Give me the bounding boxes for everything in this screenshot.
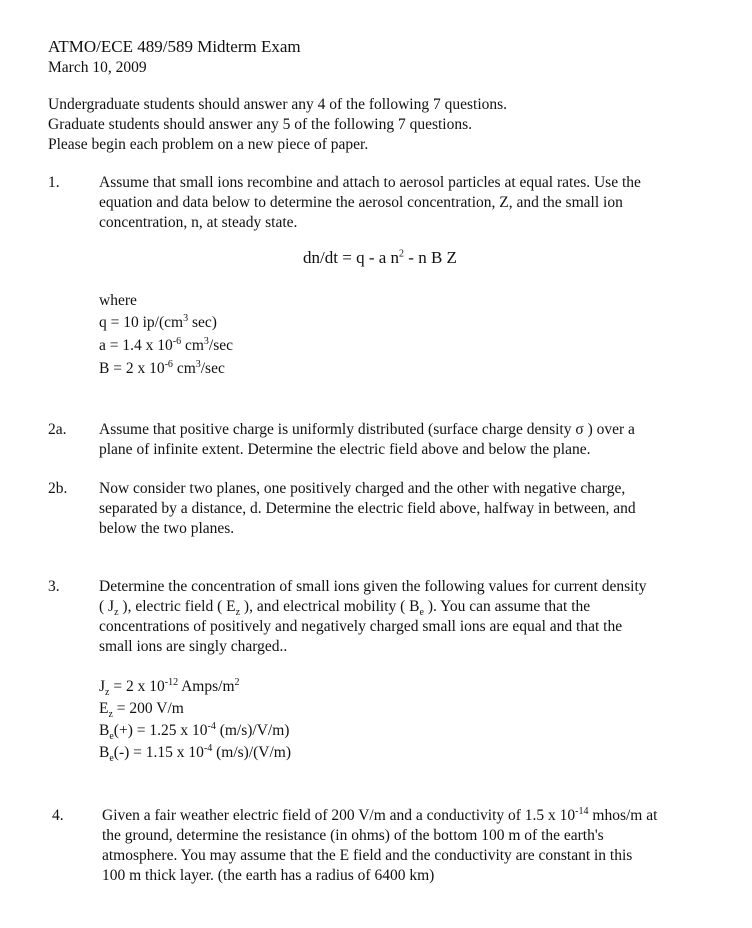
question-line: Given a fair weather electric field of 200 V/m and a conductivity of 1.5 x $10^{-14}$ mhos/m at [102,805,658,824]
question-2a-text [99,420,709,460]
question-line: equation and data below to determine the aerosol concentration, Z, and the small ion [99,194,623,211]
question-4-text [102,806,722,886]
question-line: Assume that small ions recombine and attach to aerosol particles at equal rates. Use the [99,174,641,191]
question-line: 100 m thick layer. (the earth has a radius of 6400 km) [102,867,435,884]
variable-jz: $J_z = 2$ x $10^{-12}$ Amps/$m^2$ [99,676,240,699]
instruction-line: Graduate students should answer any 5 of the following 7 questions. [48,116,473,133]
question-number: 1. [48,174,60,191]
rate-equation: dn/dt = q - a $n^2$ - n B Z [303,248,457,267]
question-line: below the two planes. [99,520,235,537]
question-3-text [99,577,719,657]
instruction-line: Please begin each problem on a new piece of paper. [48,136,369,153]
variable-be-minus: $B_e(-) = 1.15$ x $10^{-4}$ (m/s)/(V/m) [99,742,292,765]
variable-be-plus: $B_e(+) = 1.25$ x $10^{-4}$ (m/s)/V/m) [99,720,290,743]
question-3-variables [99,677,699,763]
variable-q: q = 10 $ip/(cm^3$ sec) [99,312,217,331]
question-line: Determine the concentration of small ions given the following values for current density [99,578,647,595]
question-line: concentration, n, at steady state. [99,214,298,231]
variable-a: a = 1.4 x $10^{-6}$ $cm^3/\sec$ [99,335,234,354]
question-line: Assume that positive charge is uniformly distributed (surface charge density σ ) over a [99,421,635,438]
question-line: atmosphere. You may assume that the E field and the conductivity are constant in this [102,847,633,864]
question-line: separated by a distance, d. Determine the electric field above, halfway in between, and [99,500,636,517]
question-2b-text [99,479,709,539]
question-1-variables [99,291,699,379]
question-line: small ions are singly charged.. [99,638,288,655]
variable-ez: $E_z = 200$ V/m [99,700,184,721]
question-number: 3. [48,578,60,595]
instruction-line: Undergraduate students should answer any 4 of the following 7 questions. [48,96,508,113]
question-line: concentrations of positively and negatively charged small ions are equal and that the [99,618,623,635]
question-line: ( $J_z$ ), electric field ( $E_z$ ), and electrical mobility ( $B_e$ ). You can assume that the [99,598,591,619]
question-1-text [99,173,699,233]
question-line: the ground, determine the resistance (in ohms) of the bottom 100 m of the earth's [102,827,604,844]
question-number: 2b. [48,480,68,497]
question-line: Now consider two planes, one positively charged and the other with negative charge, [99,480,626,497]
question-number: 2a. [48,421,67,438]
question-number: 4. [52,807,64,824]
variable-b: B = 2 x $10^{-6}$ $cm^3/\sec$ [99,358,225,377]
exam-date: March 10, 2009 [48,59,147,76]
instructions [48,95,507,155]
where-label: where [99,292,137,309]
question-line: plane of infinite extent. Determine the electric field above and below the plane. [99,441,591,458]
exam-title: ATMO/ECE 489/589 Midterm Exam [48,37,301,56]
